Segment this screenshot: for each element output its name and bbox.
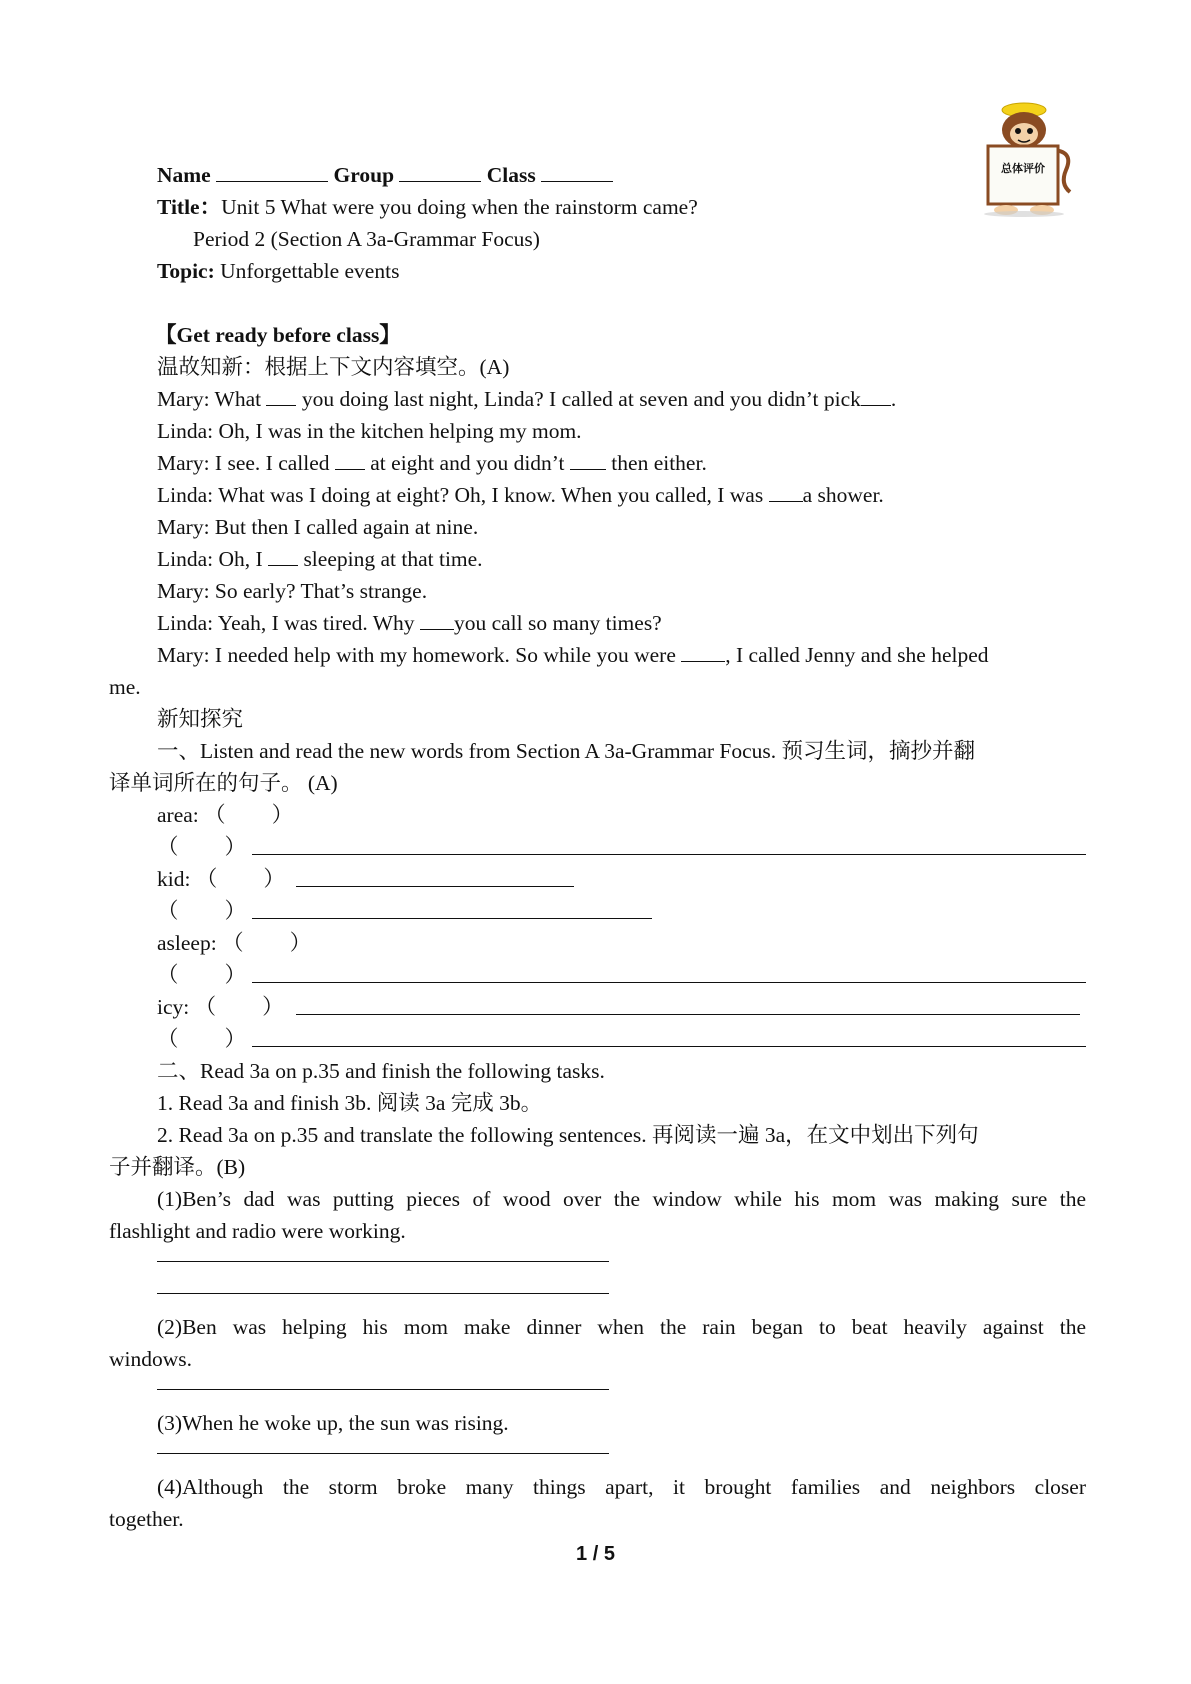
paren-open: （	[157, 899, 179, 923]
kid-translation-line[interactable]	[296, 886, 574, 887]
task2-item1: 1. Read 3a and finish 3b. 阅读 3a 完成 3b。	[157, 1091, 543, 1115]
dialogue-text: you call so many times?	[453, 611, 662, 635]
dialogue-text: a shower.	[802, 483, 884, 507]
dialogue-line-5: Mary: But then I called again at nine.	[157, 515, 479, 539]
word-area-row	[157, 799, 1086, 831]
paren-close: ）	[262, 995, 284, 1019]
dialogue-blank[interactable]	[266, 385, 296, 406]
dialogue-line-1	[157, 383, 1086, 415]
dialogue-text: Mary: I see. I called	[157, 451, 335, 475]
word-asleep-row	[157, 927, 1086, 959]
title-row	[157, 191, 1086, 223]
dialogue-blank[interactable]	[681, 641, 725, 662]
paren-close: ）	[289, 931, 312, 955]
name-group-class-row	[157, 159, 1086, 191]
sentence-1-line1: (1)Ben’s dad was putting pieces of wood over the window while his mom was making sure the	[157, 1187, 1086, 1211]
sentence-2-line1: (2)Ben was helping his mom make dinner when the rain began to beat heavily against the	[157, 1315, 1086, 1339]
title-text: Unit 5 What were you doing when the rainstorm came?	[221, 195, 698, 219]
dialogue-end: me.	[109, 675, 141, 699]
icy-translation-line[interactable]	[296, 1014, 1080, 1015]
kid-sentence-line[interactable]	[252, 918, 652, 919]
dialogue-text: Mary: What	[157, 387, 267, 411]
task1-line1: 一、Listen and read the new words from Section A 3a-Grammar Focus. 预习生词，摘抄并翻	[157, 739, 976, 763]
word-icy: icy:	[157, 995, 190, 1019]
dialogue-text: Linda: Oh, I	[157, 547, 269, 571]
paren-open: （	[195, 867, 218, 891]
dialogue-text: Linda: Yeah, I was tired. Why	[157, 611, 420, 635]
dialogue-blank[interactable]	[420, 609, 454, 630]
paren-close: ）	[263, 867, 285, 891]
topic-row	[157, 255, 1086, 287]
area-sentence-line[interactable]	[252, 854, 1086, 855]
page-number	[0, 1543, 1191, 1566]
area-sentence-row	[157, 831, 1086, 863]
dialogue-text: at eight and you didn’t	[364, 451, 570, 475]
word-kid-row	[157, 863, 1086, 895]
asleep-sentence-row	[157, 959, 1086, 991]
word-icy-row	[157, 991, 1086, 1023]
page-separator: /	[592, 1543, 599, 1565]
dialogue-line-4	[157, 479, 1086, 511]
paren-close: ）	[224, 835, 247, 859]
topic-label: Topic:	[157, 259, 215, 283]
word-asleep: asleep:	[157, 931, 217, 955]
dialogue-text: .	[890, 387, 897, 411]
page-total: 5	[603, 1543, 615, 1565]
sentence-2-line2: windows.	[109, 1347, 193, 1371]
page-current: 1	[576, 1543, 588, 1565]
class-label: Class	[486, 163, 536, 187]
sentence-4-line1: (4)Although the storm broke many things apart, it brought families and neighbors closer	[157, 1475, 1086, 1499]
section-heading-get-ready: 【Get ready before class】	[155, 323, 401, 347]
sentence-1-answer-line-2[interactable]	[157, 1293, 609, 1294]
paren-open: （	[157, 963, 179, 987]
paren-close: ）	[224, 899, 247, 923]
dialogue-line-6	[157, 543, 1086, 575]
dialogue-blank[interactable]	[570, 449, 606, 470]
task1-line2: 译单词所在的句子。 (A)	[109, 771, 338, 795]
word-area: area:	[157, 803, 199, 827]
dialogue-text: you doing last night, Linda? I called at seven and you didn’t pick	[296, 387, 861, 411]
dialogue-blank[interactable]	[769, 481, 803, 502]
name-label: Name	[157, 163, 211, 187]
paren-open: （	[194, 995, 217, 1019]
kid-sentence-row	[157, 895, 1086, 927]
paren-close: ）	[271, 803, 294, 827]
task2-item2-line1: 2. Read 3a on p.35 and translate the following sentences. 再阅读一遍 3a，在文中划出下列句	[157, 1123, 979, 1147]
dialogue-text: then either.	[605, 451, 707, 475]
title-label: Title：	[157, 195, 222, 219]
dialogue-blank[interactable]	[268, 545, 298, 566]
word-kid: kid:	[157, 867, 191, 891]
dialogue-line-8	[157, 607, 1086, 639]
dialogue-text: Mary: I needed help with my homework. So while you were	[157, 643, 682, 667]
dialogue-text: , I called Jenny and she helped	[725, 643, 989, 667]
icy-sentence-line[interactable]	[252, 1046, 1086, 1047]
task2-title: 二、Read 3a on p.35 and finish the following tasks.	[157, 1059, 605, 1083]
sentence-3-answer-line[interactable]	[157, 1453, 609, 1454]
task2-item2-line2: 子并翻译。(B)	[109, 1155, 246, 1179]
class-blank[interactable]	[541, 161, 613, 182]
sentence-2-answer-line[interactable]	[157, 1389, 609, 1390]
asleep-sentence-line[interactable]	[252, 982, 1086, 983]
dialogue-text: Linda: What was I doing at eight? Oh, I know. When you called, I was	[157, 483, 769, 507]
dialogue-blank[interactable]	[335, 449, 365, 470]
dialogue-blank[interactable]	[861, 385, 891, 406]
sentence-1-line2: flashlight and radio were working.	[109, 1219, 406, 1243]
review-intro: 温故知新：根据上下文内容填空。(A)	[157, 355, 510, 379]
topic-text: Unforgettable events	[220, 259, 400, 283]
badge-label: 总体评价	[1001, 162, 1045, 175]
paren-open: （	[157, 1027, 179, 1051]
dialogue-line-7: Mary: So early? That’s strange.	[157, 579, 428, 603]
dialogue-line-3	[157, 447, 1086, 479]
paren-open: （	[157, 835, 179, 859]
paren-open: （	[204, 803, 226, 827]
dialogue-line-9	[157, 639, 1086, 671]
group-blank[interactable]	[399, 161, 481, 182]
sentence-1-answer-line-1[interactable]	[157, 1261, 609, 1262]
dialogue-text: sleeping at that time.	[298, 547, 483, 571]
name-blank[interactable]	[216, 161, 328, 182]
paren-close: ）	[224, 963, 247, 987]
sentence-4-line2: together.	[109, 1507, 184, 1531]
sentence-3: (3)When he woke up, the sun was rising.	[157, 1411, 509, 1435]
paren-open: （	[222, 931, 244, 955]
period-text: Period 2 (Section A 3a-Grammar Focus)	[193, 227, 540, 251]
group-label: Group	[333, 163, 395, 187]
dialogue-line-2: Linda: Oh, I was in the kitchen helping my mom.	[157, 419, 582, 443]
paren-close: ）	[224, 1027, 247, 1051]
icy-sentence-row	[157, 1023, 1086, 1055]
explore-label: 新知探究	[157, 707, 244, 731]
